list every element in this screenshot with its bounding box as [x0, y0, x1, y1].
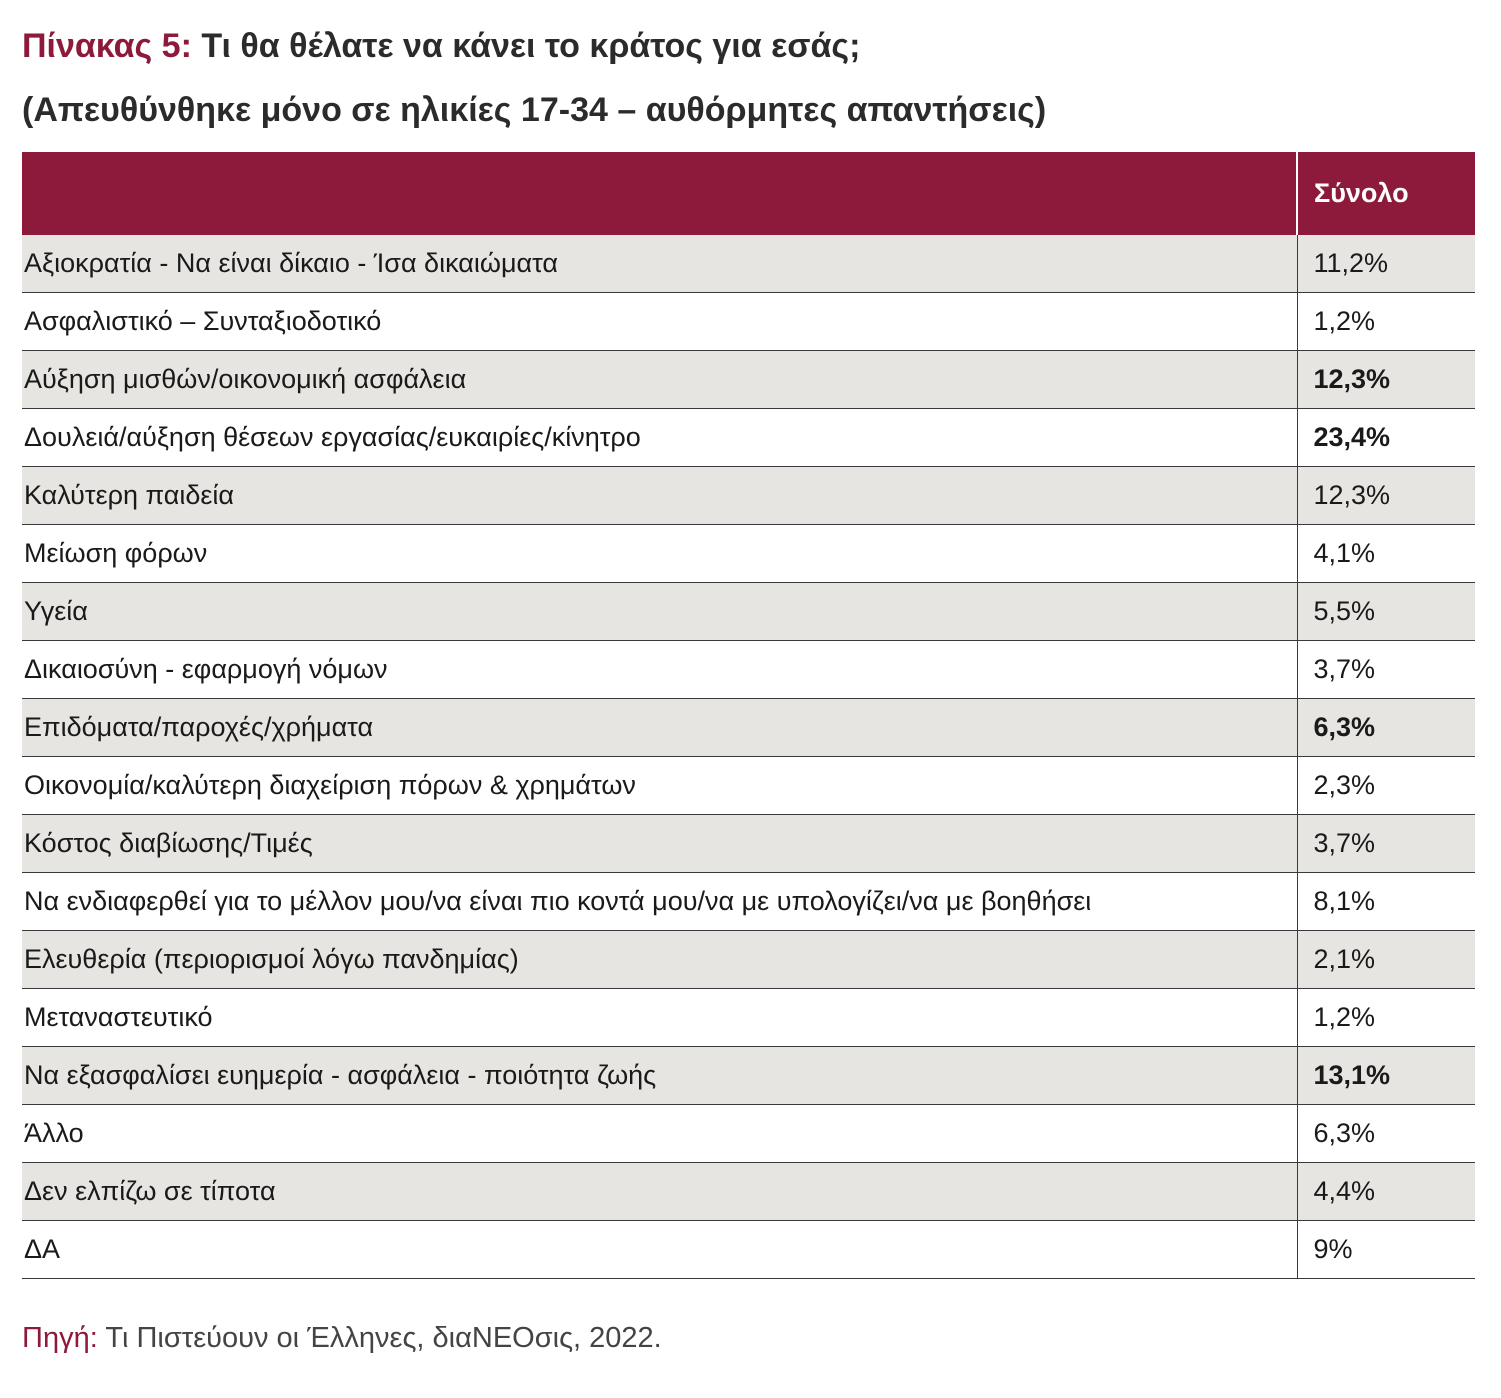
- row-label: Επιδόματα/παροχές/χρήματα: [22, 699, 1297, 757]
- page-subtitle: (Απευθύνθηκε μόνο σε ηλικίες 17-34 – αυθόρμητες απαντήσεις): [22, 91, 1047, 129]
- row-value: 12,3%: [1297, 351, 1475, 409]
- table-row: [22, 293, 1475, 351]
- row-value: 1,2%: [1297, 989, 1475, 1047]
- table-header-row: [22, 152, 1475, 235]
- row-label: Να ενδιαφερθεί για το μέλλον μου/να είναι πιο κοντά μου/να με υπολογίζει/να με βοηθήσει: [22, 873, 1297, 931]
- row-value: 11,2%: [1297, 235, 1475, 293]
- row-value: 9%: [1297, 1221, 1475, 1279]
- table-row: [22, 583, 1475, 641]
- row-value: 5,5%: [1297, 583, 1475, 641]
- row-value: 1,2%: [1297, 293, 1475, 351]
- row-label: Οικονομία/καλύτερη διαχείριση πόρων & χρημάτων: [22, 757, 1297, 815]
- row-value: 23,4%: [1297, 409, 1475, 467]
- row-label: Να εξασφαλίσει ευημερία - ασφάλεια - ποιότητα ζωής: [22, 1047, 1297, 1105]
- row-label: Δουλειά/αύξηση θέσεων εργασίας/ευκαιρίες/κίνητρο: [22, 409, 1297, 467]
- row-label: Κόστος διαβίωσης/Τιμές: [22, 815, 1297, 873]
- row-value: 3,7%: [1297, 815, 1475, 873]
- row-value: 4,4%: [1297, 1163, 1475, 1221]
- row-label: Καλύτερη παιδεία: [22, 467, 1297, 525]
- source-prefix: Πηγή:: [22, 1322, 98, 1354]
- row-value: 13,1%: [1297, 1047, 1475, 1105]
- page-title-block: [22, 14, 1482, 142]
- row-value: 4,1%: [1297, 525, 1475, 583]
- row-label: Μεταναστευτικό: [22, 989, 1297, 1047]
- row-label: Δεν ελπίζω σε τίποτα: [22, 1163, 1297, 1221]
- table-row: [22, 873, 1475, 931]
- table-row: [22, 467, 1475, 525]
- results-table: [22, 152, 1475, 1279]
- page-title: [22, 14, 1482, 78]
- row-label: Αύξηση μισθών/οικονομική ασφάλεια: [22, 351, 1297, 409]
- row-value: 3,7%: [1297, 641, 1475, 699]
- table-row: [22, 351, 1475, 409]
- table-row: [22, 1163, 1475, 1221]
- row-label: Δικαιοσύνη - εφαρμογή νόμων: [22, 641, 1297, 699]
- table-row: [22, 699, 1475, 757]
- source-text: Τι Πιστεύουν οι Έλληνες, διαΝΕΟσις, 2022.: [105, 1322, 662, 1354]
- results-table-container: [22, 152, 1475, 1279]
- table-row: [22, 525, 1475, 583]
- table-row: [22, 1221, 1475, 1279]
- table-row: [22, 931, 1475, 989]
- table-row: [22, 641, 1475, 699]
- title-text: Τι θα θέλατε να κάνει το κράτος για εσάς;: [201, 27, 861, 65]
- row-value: 12,3%: [1297, 467, 1475, 525]
- source-note: [22, 1322, 662, 1355]
- row-value: 2,1%: [1297, 931, 1475, 989]
- row-label: Ασφαλιστικό – Συνταξιοδοτικό: [22, 293, 1297, 351]
- table-row: [22, 989, 1475, 1047]
- row-label: ΔΑ: [22, 1221, 1297, 1279]
- row-label: Άλλο: [22, 1105, 1297, 1163]
- table-row: [22, 409, 1475, 467]
- row-value: 6,3%: [1297, 699, 1475, 757]
- row-value: 2,3%: [1297, 757, 1475, 815]
- table-row: [22, 1105, 1475, 1163]
- row-label: Υγεία: [22, 583, 1297, 641]
- table-body: [22, 235, 1475, 1279]
- row-label: Μείωση φόρων: [22, 525, 1297, 583]
- row-label: Ελευθερία (περιορισμοί λόγω πανδημίας): [22, 931, 1297, 989]
- row-label: Αξιοκρατία - Να είναι δίκαιο - Ίσα δικαιώματα: [22, 235, 1297, 293]
- row-value: 8,1%: [1297, 873, 1475, 931]
- table-row: [22, 815, 1475, 873]
- table-row: [22, 235, 1475, 293]
- table-row: [22, 1047, 1475, 1105]
- row-value: 6,3%: [1297, 1105, 1475, 1163]
- title-prefix: Πίνακας 5:: [22, 27, 192, 65]
- table-row: [22, 757, 1475, 815]
- header-label-column: [22, 152, 1297, 235]
- header-total-column: Σύνολο: [1297, 152, 1475, 235]
